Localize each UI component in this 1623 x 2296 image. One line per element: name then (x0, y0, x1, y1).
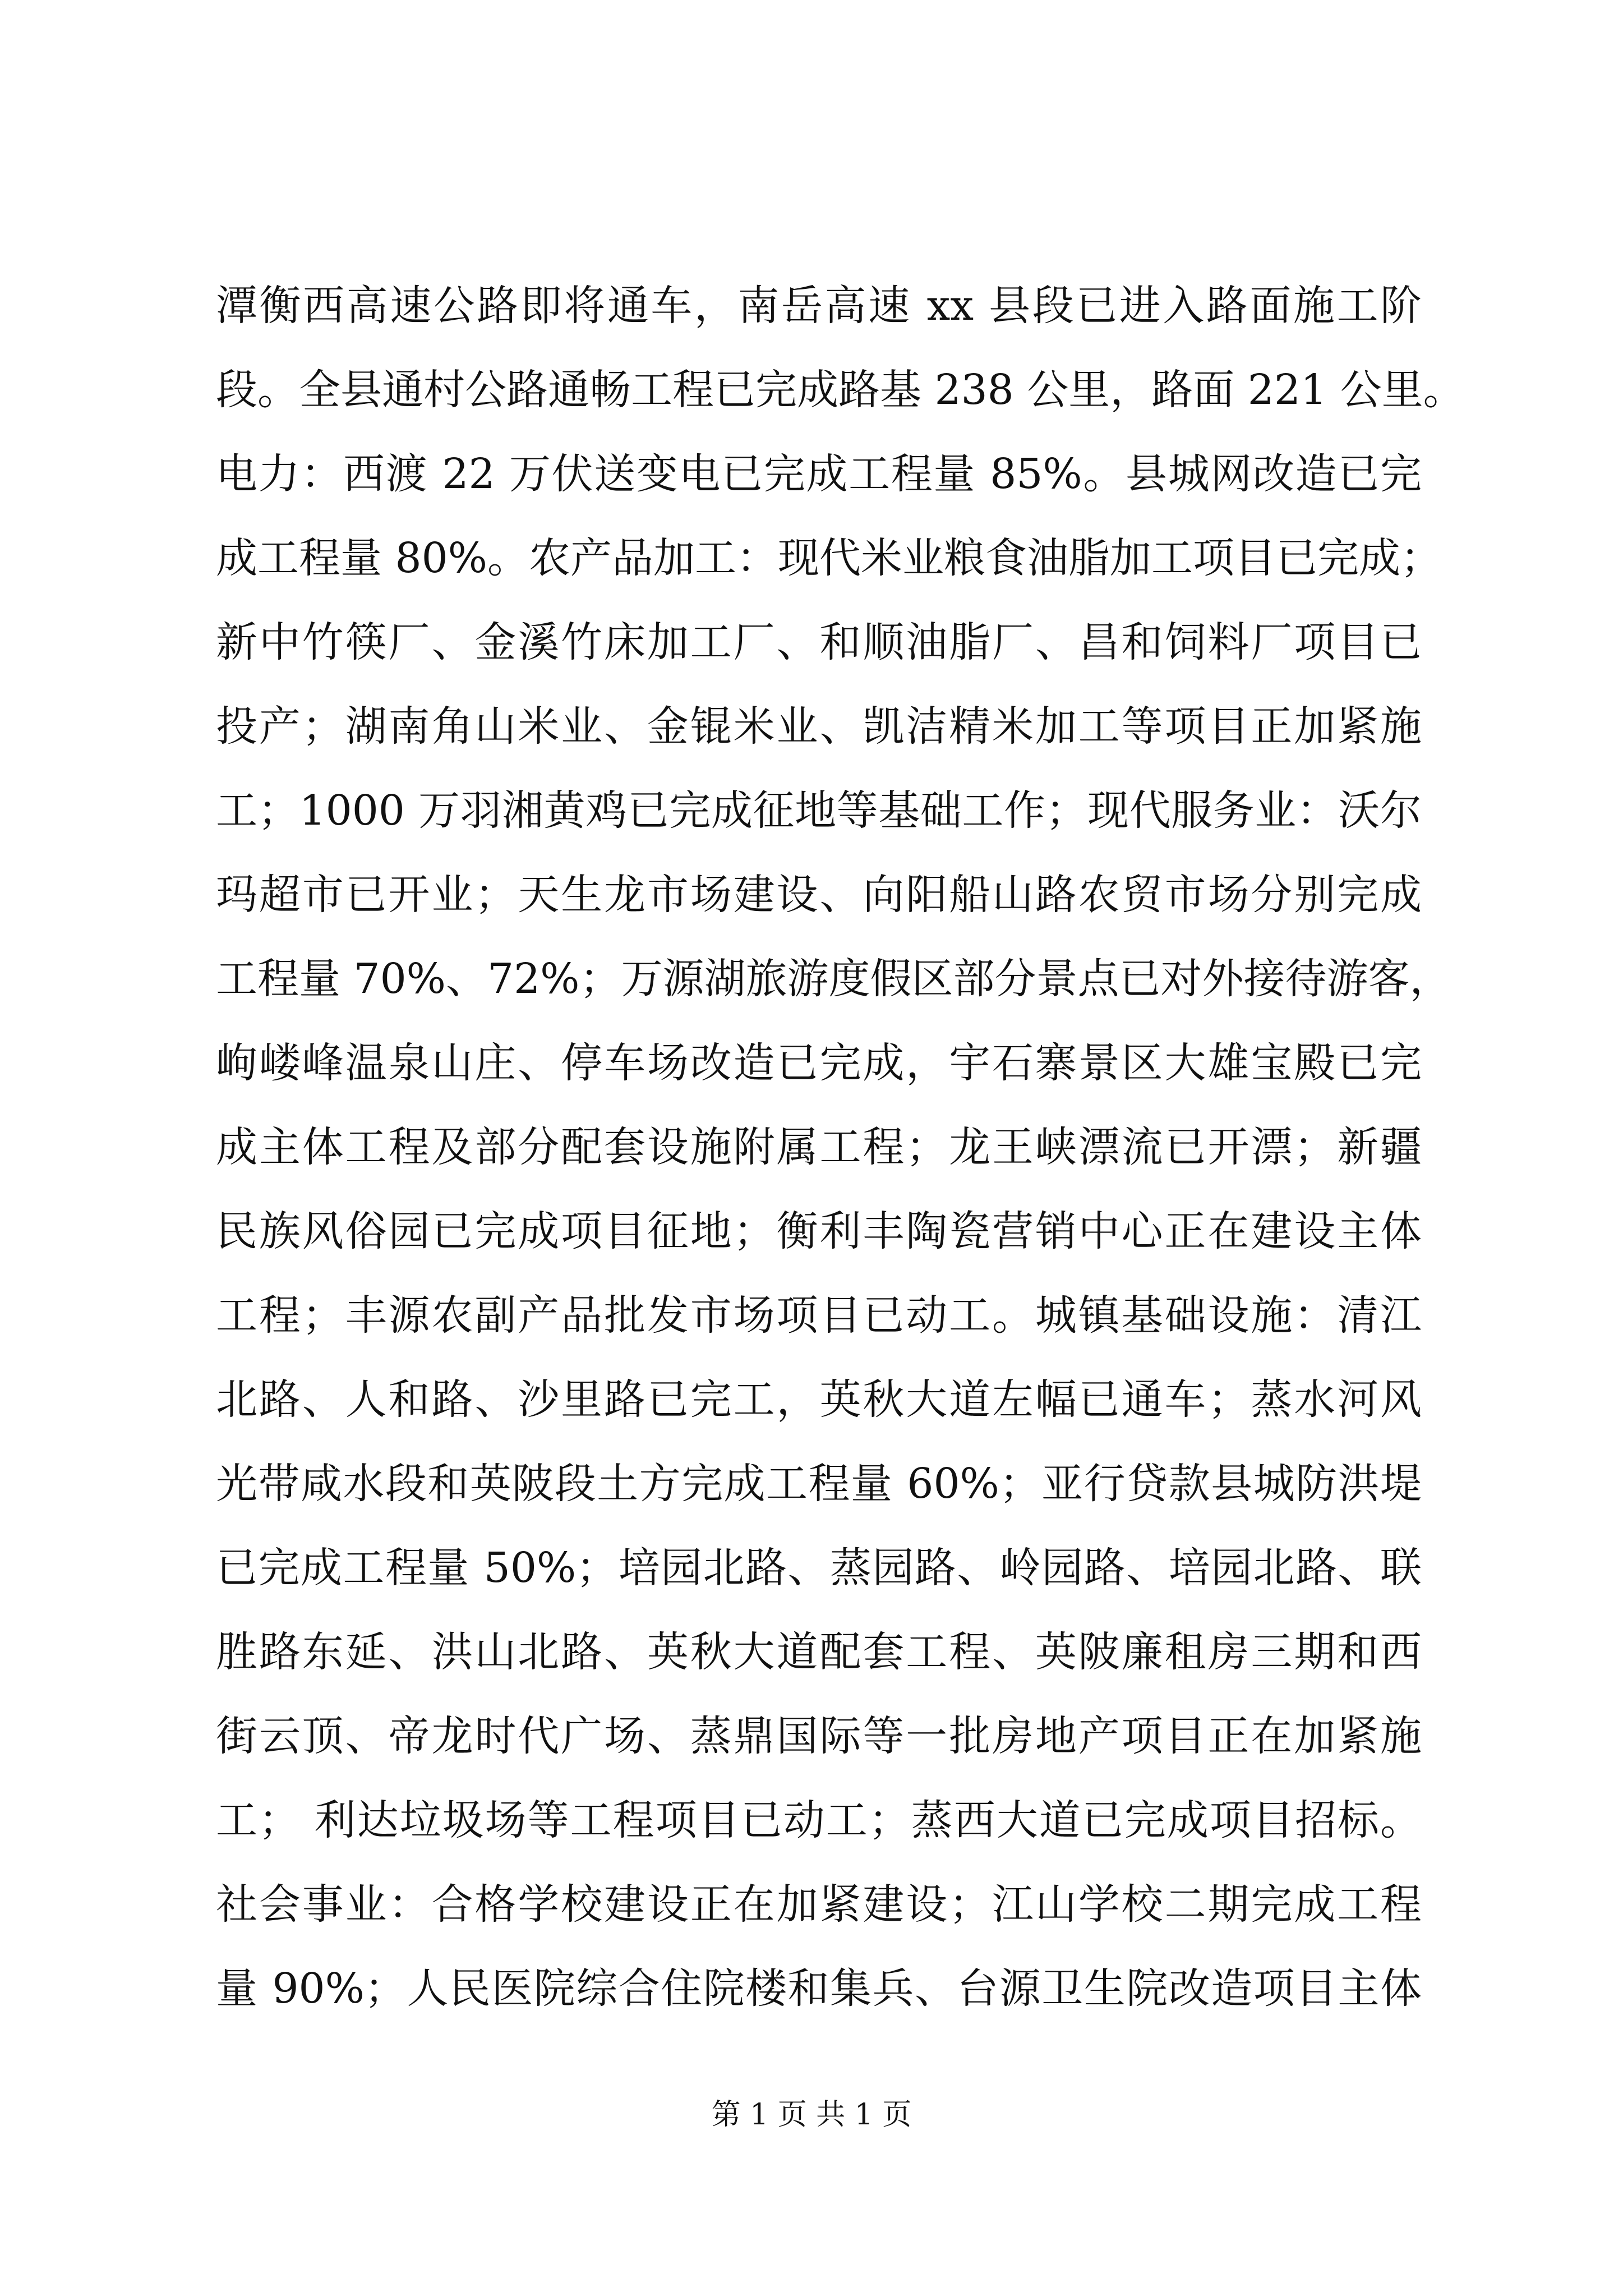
text-line-17: 胜路东延、洪山北路、英秋大道配套工程、英陂廉租房三期和西 (216, 1628, 1422, 1676)
body-paragraph (216, 264, 1465, 2031)
text-line-7: 工；1000 万羽湘黄鸡已完成征地等基础工作；现代服务业：沃尔 (216, 786, 1422, 835)
text-line-6: 投产；湖南角山米业、金锟米业、凯洁精米加工等项目正加紧施 (216, 702, 1422, 751)
text-line-16: 已完成工程量 50%；培园北路、蒸园路、岭园路、培园北路、联 (216, 1544, 1422, 1592)
page-number-label: 第 1 页 共 1 页 (711, 2098, 912, 2132)
text-line-15: 光带咸水段和英陂段土方完成工程量 60%；亚行贷款县城防洪堤 (216, 1460, 1422, 1508)
text-line-9: 工程量 70%、72%；万源湖旅游度假区部分景点已对外接待游客， (216, 955, 1451, 1003)
text-line-5: 新中竹筷厂、金溪竹床加工厂、和顺油脂厂、昌和饲料厂项目已 (216, 618, 1422, 666)
text-line-4: 成工程量 80%。农产品加工：现代米业粮食油脂加工项目已完成； (216, 534, 1442, 582)
text-line-13: 工程；丰源农副产品批发市场项目已动工。城镇基础设施：清江 (216, 1291, 1422, 1340)
text-line-1: 潭衡西高速公路即将通车，南岳高速 xx 县段已进入路面施工阶 (216, 282, 1422, 330)
text-line-18: 街云顶、帝龙时代广场、蒸鼎国际等一批房地产项目正在加紧施 (216, 1712, 1422, 1760)
page-footer (0, 2095, 1623, 2134)
text-line-2: 段。全县通村公路通畅工程已完成路基 238 公里，路面 221 公里。 (216, 366, 1465, 414)
text-line-8: 玛超市已开业；天生龙市场建设、向阳船山路农贸市场分别完成 (216, 871, 1422, 919)
text-line-12: 民族风俗园已完成项目征地；衡利丰陶瓷营销中心正在建设主体 (216, 1207, 1422, 1255)
text-line-21: 量 90%；人民医院综合住院楼和集兵、台源卫生院改造项目主体 (216, 1964, 1422, 2013)
text-line-3: 电力：西渡 22 万伏送变电已完成工程量 85%。县城网改造已完 (216, 450, 1422, 498)
text-line-11: 成主体工程及部分配套设施附属工程；龙王峡漂流已开漂；新疆 (216, 1123, 1422, 1171)
text-line-10: 岣嵝峰温泉山庄、停车场改造已完成，宇石寨景区大雄宝殿已完 (216, 1039, 1422, 1087)
text-line-19: 工； 利达垃圾场等工程项目已动工；蒸西大道已完成项目招标。 (216, 1796, 1422, 1844)
text-line-20: 社会事业：合格学校建设正在加紧建设；江山学校二期完成工程 (216, 1880, 1422, 1929)
text-line-14: 北路、人和路、沙里路已完工，英秋大道左幅已通车；蒸水河风 (216, 1375, 1422, 1424)
